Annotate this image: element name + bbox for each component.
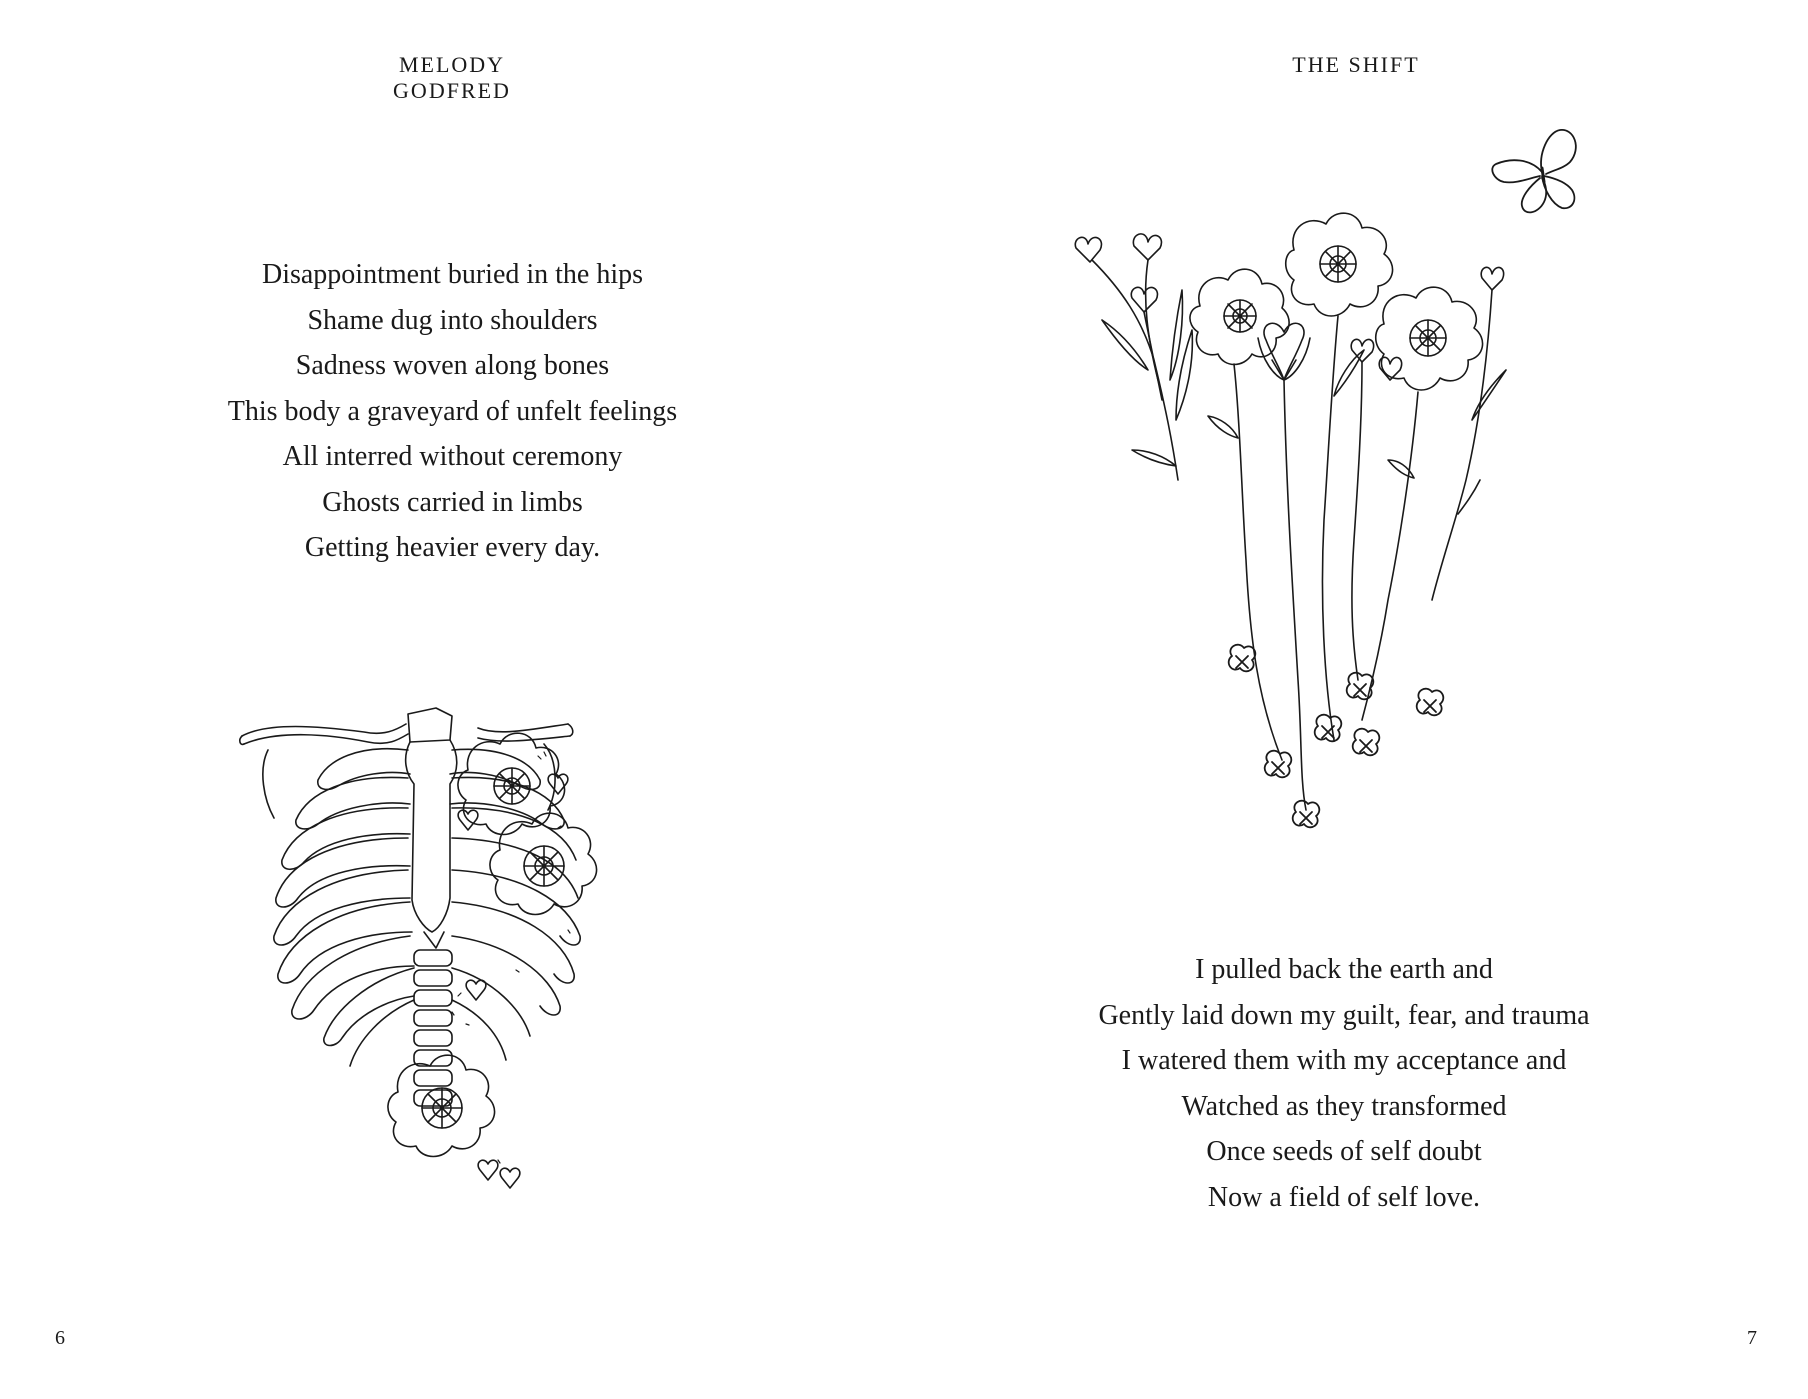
author-name: MELODY GODFRED xyxy=(393,52,511,103)
butterfly-icon xyxy=(1490,128,1594,220)
page-number: 6 xyxy=(55,1327,65,1349)
poem-line: Sadness woven along bones xyxy=(295,350,610,381)
poem-line: Disappointment buried in the hips xyxy=(261,259,644,290)
book-title: THE SHIFT xyxy=(1292,52,1420,77)
flowers-growing-from-seeds-icon xyxy=(1062,220,1512,880)
poem-line: Shame dug into shoulders xyxy=(307,304,598,336)
poem-line: I pulled back the earth and xyxy=(1195,954,1493,985)
poem-line: Getting heavier every day. xyxy=(304,532,601,563)
page-number: 7 xyxy=(1747,1327,1757,1349)
poem-line: Gently laid down my guilt, fear, and trauma xyxy=(1098,999,1590,1031)
poem-line: Once seeds of self doubt xyxy=(1206,1136,1482,1167)
poem-line: Watched as they transformed xyxy=(1181,1090,1507,1122)
poem-line: Now a field of self love. xyxy=(1207,1181,1481,1213)
poem-right xyxy=(1034,947,1654,1220)
right-page xyxy=(904,0,1808,1399)
ribcage-with-flowers-icon xyxy=(238,700,658,1220)
poem-line: This body a graveyard of unfelt feelings xyxy=(227,395,678,427)
poem-line: I watered them with my acceptance and xyxy=(1121,1045,1567,1076)
poem-line: Ghosts carried in limbs xyxy=(322,486,583,518)
poem-line: All interred without ceremony xyxy=(282,441,623,472)
poem-left xyxy=(150,252,755,571)
